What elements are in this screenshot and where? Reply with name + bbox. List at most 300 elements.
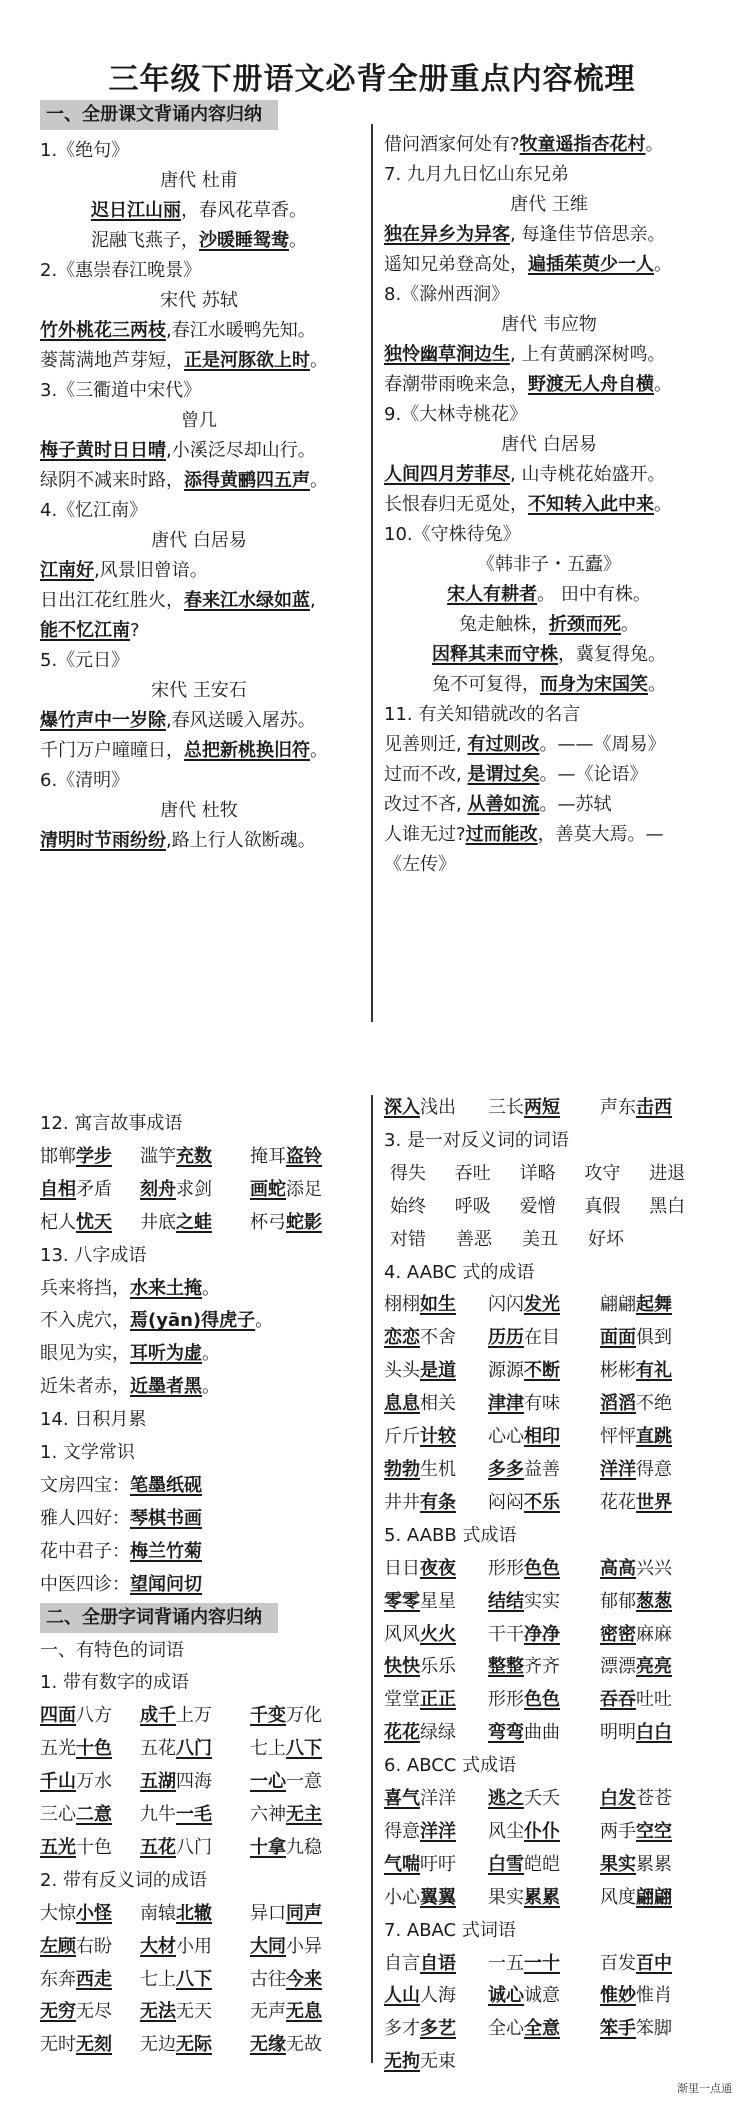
- text-line: [384, 1125, 714, 1158]
- key-phrase: 八门: [176, 1738, 212, 1760]
- idiom-row: [40, 1898, 360, 1931]
- key-phrase: 不知转入此中来: [528, 494, 654, 515]
- key-phrase: 因释其耒而守株: [432, 644, 558, 665]
- text-line: [40, 646, 358, 676]
- text-span: 六神: [250, 1804, 286, 1826]
- key-phrase: 高高: [600, 1557, 636, 1579]
- text-span: 兴兴: [636, 1557, 672, 1579]
- key-phrase: 有礼: [636, 1360, 672, 1382]
- text-span: 闪闪: [488, 1294, 524, 1316]
- key-phrase: 近墨者黑: [130, 1376, 202, 1398]
- key-phrase: 自语: [420, 1952, 456, 1974]
- key-phrase: 火火: [420, 1623, 456, 1645]
- text-line: [40, 676, 358, 706]
- key-phrase: 色色: [524, 1557, 560, 1579]
- key-phrase: 焉(yān)得虎子: [130, 1310, 256, 1332]
- idiom: [488, 1816, 600, 1849]
- key-phrase: 无际: [176, 2034, 212, 2056]
- idiom: [488, 1684, 600, 1717]
- text-line: [40, 1108, 360, 1141]
- text-span: 有味: [524, 1393, 560, 1415]
- text-span: 小心: [384, 1886, 420, 1908]
- text-span: 花中君子：: [40, 1540, 130, 1562]
- text-span: 无束: [420, 2051, 456, 2073]
- idiom: [140, 1766, 250, 1799]
- key-phrase: 零零: [384, 1590, 420, 1612]
- idiom: [384, 1421, 488, 1454]
- key-phrase: 无缘: [250, 2034, 286, 2056]
- idiom: [384, 1092, 488, 1125]
- key-phrase: 五光: [40, 1836, 76, 1858]
- idiom: [384, 1322, 488, 1355]
- text-line: [40, 1273, 360, 1306]
- idiom: [40, 1832, 140, 1865]
- idiom: [600, 1980, 700, 2013]
- idiom: [40, 1207, 140, 1240]
- idiom: [384, 1289, 488, 1322]
- key-phrase: 无法: [140, 2001, 176, 2023]
- idiom: [250, 1766, 350, 1799]
- key-phrase: 清明时节雨纷纷: [40, 830, 166, 851]
- idiom-row: [384, 1092, 714, 1125]
- text-line: [384, 400, 714, 430]
- key-phrase: 多艺: [420, 2018, 456, 2040]
- text-span: 彬彬: [600, 1360, 636, 1382]
- antonym-word: 进退: [649, 1162, 686, 1184]
- text-line: [384, 370, 714, 400]
- key-phrase: 累累: [524, 1886, 560, 1908]
- antonym-word: 详略: [519, 1162, 556, 1184]
- poems-right-column: [384, 130, 714, 880]
- key-phrase: 无穷: [40, 2001, 76, 2023]
- idiom: [140, 1898, 250, 1931]
- idiom-row: [384, 1553, 714, 1586]
- idiom: [384, 1980, 488, 2013]
- key-phrase: 千山: [40, 1771, 76, 1793]
- key-phrase: 空空: [636, 1820, 672, 1842]
- key-phrase: 之蛙: [176, 1211, 212, 1233]
- page-title: 三年级下册语文必背全册重点内容梳理: [108, 62, 636, 97]
- key-phrase: 画蛇: [250, 1178, 286, 1200]
- text-span: 生机: [420, 1458, 456, 1480]
- key-phrase: 滔滔: [600, 1393, 636, 1415]
- key-phrase: 洋洋: [600, 1458, 636, 1480]
- key-phrase: 喜气: [384, 1788, 420, 1810]
- text-line: [384, 850, 714, 880]
- text-span: 唐代 杜牧: [160, 800, 238, 821]
- column-divider: [371, 124, 373, 1022]
- text-span: 益善: [524, 1458, 560, 1480]
- key-phrase: 成千: [140, 1705, 176, 1727]
- idiom: [384, 2013, 488, 2046]
- text-span: 怦怦: [600, 1426, 636, 1448]
- antonym-word: 好坏: [588, 1228, 624, 1250]
- key-phrase: 人间四月芳菲尽: [384, 464, 510, 485]
- key-phrase: 有条: [420, 1491, 456, 1513]
- text-span: 蒌蒿满地芦芽短，: [40, 350, 184, 371]
- key-phrase: 仆仆: [524, 1820, 560, 1842]
- text-span: 一、有特色的词语: [40, 1639, 184, 1661]
- idiom: [40, 1931, 140, 1964]
- text-span: 。: [310, 350, 328, 371]
- text-line: [40, 586, 358, 616]
- text-span: 全心: [488, 2018, 524, 2040]
- text-span: 宋代 苏轼: [160, 290, 238, 311]
- idiom-row: [40, 1832, 360, 1865]
- text-span: 中医四诊：: [40, 1573, 130, 1595]
- idiom: [250, 1733, 350, 1766]
- text-line: [40, 1569, 360, 1602]
- text-span: 在目: [524, 1327, 560, 1349]
- idiom: [40, 1141, 140, 1174]
- text-span: 八方: [76, 1705, 112, 1727]
- key-phrase: 总把新桃换旧符: [184, 740, 310, 761]
- text-span: 源源: [488, 1360, 524, 1382]
- text-span: 3. 是一对反义词的词语: [384, 1129, 569, 1151]
- idiom: [600, 1948, 700, 1981]
- text-line: [384, 1257, 714, 1290]
- text-span: 异口: [250, 1902, 286, 1924]
- text-span: 2.《惠崇春江晚景》: [40, 260, 202, 281]
- idiom: [384, 1619, 488, 1652]
- text-span: 长恨春归无觅处，: [384, 494, 528, 515]
- idiom: [40, 1964, 140, 1997]
- text-line: [384, 160, 714, 190]
- idiom: [384, 2046, 488, 2079]
- idiom: [600, 1783, 700, 1816]
- idiom: [600, 1553, 700, 1586]
- text-line: [40, 346, 358, 376]
- text-span: 日日: [384, 1557, 420, 1579]
- text-line: [40, 226, 358, 256]
- idiom: [40, 1174, 140, 1207]
- idiom: [488, 1619, 600, 1652]
- key-phrase: 折颈而死: [549, 614, 621, 635]
- key-phrase: 诚心: [488, 1985, 524, 2007]
- idiom: [250, 2029, 350, 2062]
- text-line: [384, 430, 714, 460]
- words-right-column: [384, 1092, 714, 2079]
- text-span: 郁郁: [600, 1590, 636, 1612]
- text-span: 风尘: [488, 1820, 524, 1842]
- text-span: 。 田中有株。: [537, 584, 651, 605]
- text-span: 不绝: [636, 1393, 672, 1415]
- text-span: 无故: [286, 2034, 322, 2056]
- idiom-row: [384, 1816, 714, 1849]
- idiom: [384, 1717, 488, 1750]
- text-span: 7. ABAC 式词语: [384, 1919, 516, 1941]
- key-phrase: 十拿: [250, 1836, 286, 1858]
- text-span: 栩栩: [384, 1294, 420, 1316]
- text-line: [40, 766, 358, 796]
- text-span: 眼见为实，: [40, 1343, 130, 1365]
- text-line: [384, 190, 714, 220]
- text-line: [40, 616, 358, 646]
- poems-left-column: [40, 100, 358, 856]
- idiom-row: [384, 2046, 714, 2079]
- text-span: 笨脚: [636, 2018, 672, 2040]
- text-span: 邯郸: [40, 1145, 76, 1167]
- idiom: [140, 1996, 250, 2029]
- idiom-row: [384, 1355, 714, 1388]
- key-phrase: 世界: [636, 1491, 672, 1513]
- idiom: [250, 1964, 350, 1997]
- text-span: 。: [654, 494, 672, 515]
- idiom-row: [40, 2029, 360, 2062]
- text-span: 9.《大林寺桃花》: [384, 404, 528, 425]
- text-span: 南辕: [140, 1902, 176, 1924]
- idiom: [488, 1849, 600, 1882]
- text-span: 十色: [76, 1836, 112, 1858]
- key-phrase: 同声: [286, 1902, 322, 1924]
- text-span: 唐代 白居易: [501, 434, 597, 455]
- key-phrase: 人山: [384, 1985, 420, 2007]
- text-line: [384, 700, 714, 730]
- key-phrase: 四面: [40, 1705, 76, 1727]
- key-phrase: 二意: [76, 1804, 112, 1826]
- antonym-word: 得失: [390, 1162, 426, 1184]
- idiom: [600, 1849, 700, 1882]
- key-phrase: 野渡无人舟自横: [528, 374, 654, 395]
- idiom: [40, 1799, 140, 1832]
- text-span: ,路上行人欲断魂。: [166, 830, 316, 851]
- words-left-column: [40, 1108, 360, 2062]
- text-line: [384, 1915, 714, 1948]
- key-phrase: 勃勃: [384, 1458, 420, 1480]
- text-span: 文房四宝：: [40, 1474, 130, 1496]
- section-header: 一、全册课文背诵内容归纳: [40, 100, 278, 130]
- text-line: [40, 316, 358, 346]
- text-span: 麻麻: [636, 1623, 672, 1645]
- antonym-word: 爱憎: [519, 1195, 556, 1217]
- text-span: 形形: [488, 1557, 524, 1579]
- text-line: [384, 670, 714, 700]
- text-line: [40, 136, 358, 166]
- text-span: 无边: [140, 2034, 176, 2056]
- text-span: 掩耳: [250, 1145, 286, 1167]
- text-line: [384, 130, 714, 160]
- idiom: [250, 1931, 350, 1964]
- key-phrase: 五湖: [140, 1771, 176, 1793]
- text-span: 翩翩: [600, 1294, 636, 1316]
- idiom: [488, 1388, 600, 1421]
- idiom: [140, 1174, 250, 1207]
- key-phrase: 一十: [524, 1952, 560, 1974]
- idiom: [384, 1553, 488, 1586]
- text-span: 累累: [636, 1853, 672, 1875]
- idiom-row: [384, 1586, 714, 1619]
- key-phrase: 翼翼: [420, 1886, 456, 1908]
- key-phrase: 整整: [488, 1656, 524, 1678]
- idiom: [384, 1651, 488, 1684]
- idiom-row: [384, 1980, 714, 2013]
- idiom: [488, 1487, 600, 1520]
- text-span: 干干: [488, 1623, 524, 1645]
- text-span: 雅人四好：: [40, 1507, 130, 1529]
- text-span: 兔不可复得，: [432, 674, 540, 695]
- text-span: 三心: [40, 1804, 76, 1826]
- key-phrase: 葱葱: [636, 1590, 672, 1612]
- text-span: 遥知兄弟登高处，: [384, 254, 528, 275]
- text-line: [40, 436, 358, 466]
- text-line: [40, 406, 358, 436]
- text-line: [384, 460, 714, 490]
- key-phrase: 牧童遥指杏花村: [519, 134, 646, 155]
- idiom: [250, 1898, 350, 1931]
- text-span: 吐吐: [636, 1689, 672, 1711]
- text-line: [40, 1437, 360, 1470]
- text-line: [384, 730, 714, 760]
- idiom-row: [384, 1487, 714, 1520]
- text-span: 九牛: [140, 1804, 176, 1826]
- antonym-row: [384, 1191, 714, 1224]
- idiom: [140, 1700, 250, 1733]
- key-phrase: 白白: [636, 1722, 672, 1744]
- idiom: [40, 2029, 140, 2062]
- text-span: 四海: [176, 1771, 212, 1793]
- key-phrase: 大材: [140, 1935, 176, 1957]
- text-line: [40, 556, 358, 586]
- text-span: 见善则迁,: [384, 734, 468, 755]
- idiom: [140, 1931, 250, 1964]
- text-span: ，春风花草香。: [181, 200, 307, 221]
- key-phrase: 弯弯: [488, 1722, 524, 1744]
- column-divider: [371, 1095, 373, 2063]
- text-span: 春潮带雨晚来急，: [384, 374, 528, 395]
- key-phrase: 全意: [524, 2018, 560, 2040]
- text-span: 曲曲: [524, 1722, 560, 1744]
- idiom: [600, 1388, 700, 1421]
- text-span: 5. AABB 式成语: [384, 1524, 517, 1546]
- text-span: 1. 带有数字的成语: [40, 1672, 189, 1694]
- text-span: 滥竽: [140, 1145, 176, 1167]
- idiom: [40, 1996, 140, 2029]
- text-span: 绿绿: [420, 1722, 456, 1744]
- text-span: 漂漂: [600, 1656, 636, 1678]
- text-line: [40, 466, 358, 496]
- key-phrase: 竹外桃花三两枝: [40, 320, 166, 341]
- idiom: [488, 1783, 600, 1816]
- text-span: 诚意: [524, 1985, 560, 2007]
- key-phrase: 十色: [76, 1738, 112, 1760]
- text-line: [384, 490, 714, 520]
- text-line: [40, 706, 358, 736]
- text-span: ,小溪泛尽却山行。: [166, 440, 316, 461]
- text-span: 得意: [384, 1820, 420, 1842]
- idiom-row: [40, 1964, 360, 1997]
- key-phrase: 快快: [384, 1656, 420, 1678]
- idiom-row: [40, 1931, 360, 1964]
- text-span: 实实: [524, 1590, 560, 1612]
- text-span: , 山寺桃花始盛开。: [510, 464, 666, 485]
- key-phrase: 结结: [488, 1590, 524, 1612]
- key-phrase: 望闻问切: [130, 1573, 202, 1595]
- idiom: [40, 1700, 140, 1733]
- idiom-row: [384, 1289, 714, 1322]
- text-span: 泥融飞燕子，: [91, 230, 199, 251]
- idiom: [600, 1322, 700, 1355]
- text-span: 上万: [176, 1705, 212, 1727]
- idiom: [488, 2013, 600, 2046]
- text-span: ,风景旧曾谙。: [94, 560, 208, 581]
- text-line: [40, 1667, 360, 1700]
- text-span: 乐乐: [420, 1656, 456, 1678]
- text-span: 得意: [636, 1458, 672, 1480]
- text-span: 风风: [384, 1623, 420, 1645]
- text-span: 无尽: [76, 2001, 112, 2023]
- key-phrase: 一毛: [176, 1804, 212, 1826]
- idiom: [488, 1553, 600, 1586]
- text-line: [384, 520, 714, 550]
- text-span: 《韩非子・五蠹》: [477, 554, 621, 575]
- key-phrase: 八下: [286, 1738, 322, 1760]
- idiom: [250, 1141, 350, 1174]
- idiom-row: [384, 1717, 714, 1750]
- idiom: [600, 1092, 700, 1125]
- text-span: 小用: [176, 1935, 212, 1957]
- text-span: 过而不改,: [384, 764, 468, 785]
- text-span: ,春江水暖鸭先知。: [166, 320, 316, 341]
- text-span: ,春风送暖入屠苏。: [166, 710, 316, 731]
- idiom: [250, 1799, 350, 1832]
- text-span: 。: [621, 614, 639, 635]
- text-line: [40, 256, 358, 286]
- text-line: [384, 1750, 714, 1783]
- idiom: [140, 1141, 250, 1174]
- key-phrase: 梅兰竹菊: [130, 1540, 202, 1562]
- text-span: 七上: [140, 1968, 176, 1990]
- text-span: 4.《忆江南》: [40, 500, 148, 521]
- text-span: 五光: [40, 1738, 76, 1760]
- text-span: 百发: [600, 1952, 636, 1974]
- idiom: [250, 1174, 350, 1207]
- text-span: 。—《论语》: [539, 764, 648, 785]
- key-phrase: 击西: [636, 1097, 672, 1118]
- key-phrase: 夜夜: [420, 1557, 456, 1579]
- text-span: 。: [289, 230, 307, 251]
- text-span: 相关: [420, 1393, 456, 1415]
- key-phrase: 两短: [524, 1097, 560, 1118]
- key-phrase: 耳听为虚: [130, 1343, 202, 1365]
- key-phrase: 西走: [76, 1968, 112, 1990]
- text-span: 兵来将挡，: [40, 1277, 130, 1299]
- key-phrase: 宋人有耕者: [447, 584, 538, 605]
- idiom: [600, 1717, 700, 1750]
- idiom-row: [384, 1783, 714, 1816]
- text-span: 。: [310, 470, 328, 491]
- text-span: 借问酒家何处有?: [384, 134, 520, 155]
- antonym-word: 呼吸: [454, 1195, 491, 1217]
- text-span: 古往: [250, 1968, 286, 1990]
- idiom-row: [384, 1684, 714, 1717]
- text-line: [384, 790, 714, 820]
- text-span: 。: [202, 1277, 220, 1299]
- text-span: 曾几: [181, 410, 217, 431]
- text-span: 心心: [488, 1426, 524, 1448]
- text-span: 千门万户曈曈日，: [40, 740, 184, 761]
- idiom: [488, 1586, 600, 1619]
- text-line: [384, 640, 714, 670]
- text-line: [40, 286, 358, 316]
- text-span: 3.《三衢道中宋代》: [40, 380, 202, 401]
- idiom: [488, 1092, 600, 1125]
- idiom: [140, 2029, 250, 2062]
- key-phrase: 是谓过矣: [467, 764, 540, 785]
- text-span: 无天: [176, 2001, 212, 2023]
- text-line: [40, 1338, 360, 1371]
- text-span: 花花: [600, 1491, 636, 1513]
- key-phrase: 春来江水绿如蓝: [184, 590, 310, 611]
